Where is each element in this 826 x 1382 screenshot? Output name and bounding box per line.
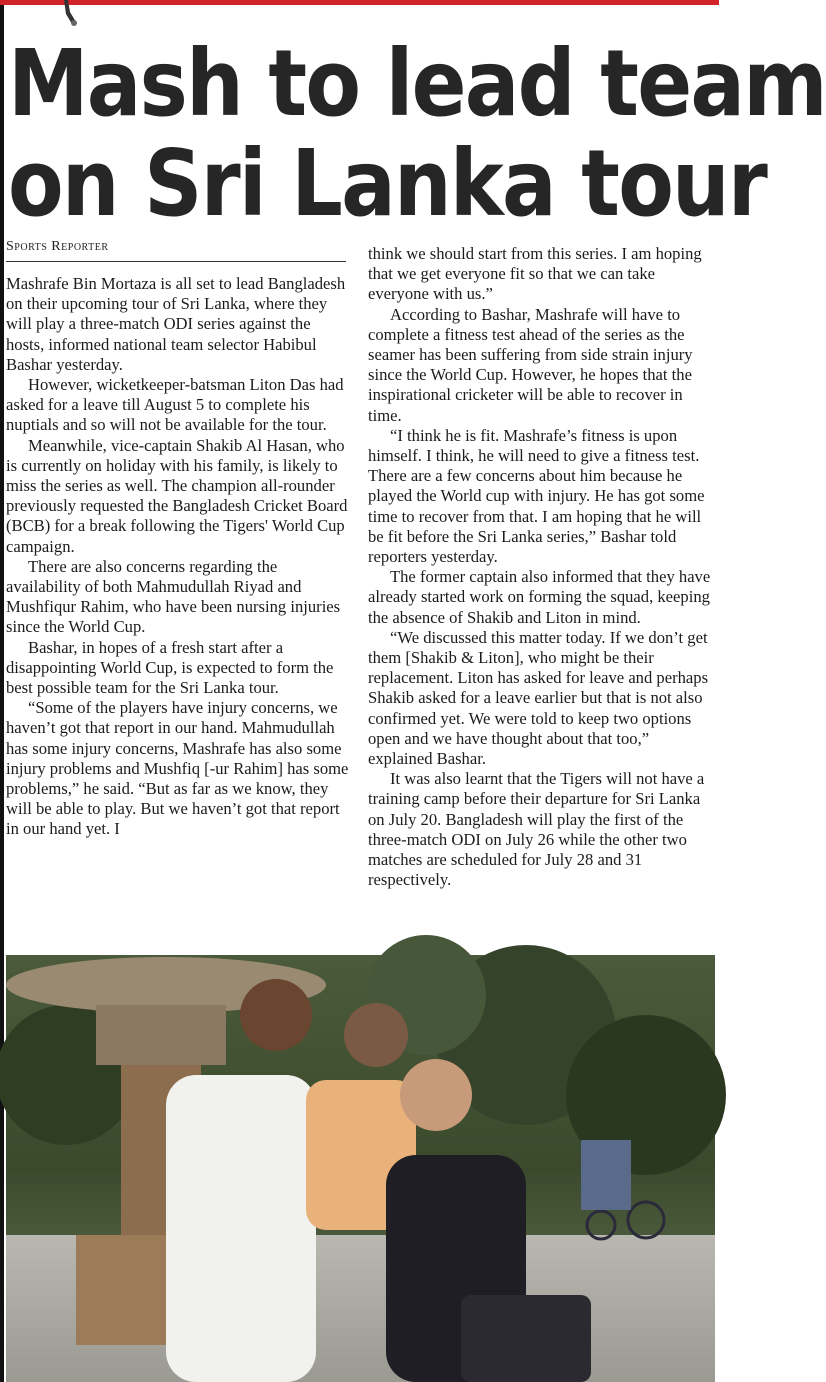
- byline: Sports Reporter: [6, 239, 346, 262]
- paragraph: However, wicketkeeper-batsman Liton Das had asked for a leave till August 5 to complete his nuptials and so will not be available for the tour.: [6, 375, 344, 435]
- paragraph: “Some of the players have injury concerns, we haven’t got that report in our hand. Mahmudullah has some injury concerns, Mashrafe has also some injury problems and Mushfiq [-ur Rahim] has some problems,” he said. “But as far as we know, they will be able to play. But we haven’t got that report in our hand yet. I: [6, 698, 349, 839]
- headline-line-1: Mash to lead team: [8, 30, 826, 137]
- paragraph: Mashrafe Bin Mortaza is all set to lead Bangladesh on their upcoming tour of Sri Lanka, where they will play a three-match ODI series against the hosts, informed national team selector Habibul Bashar yesterday.: [6, 274, 346, 374]
- headline-line-2: on Sri Lanka tour: [8, 130, 767, 237]
- paragraph: Bashar, in hopes of a fresh start after a disappointing World Cup, is expected to form the best possible team for the Sri Lanka tour.: [6, 637, 334, 698]
- paragraph: Meanwhile, vice-captain Shakib Al Hasan, who is currently on holiday with his family, is likely to miss the series as well. The champion all-rounder previously requested the Bangladesh Cricket Board (BCB) for a break following the Tigers' World Cup campaign.: [6, 435, 348, 556]
- paragraph: There are also concerns regarding the availability of both Mahmudullah Riyad and Mushfiqur Rahim, who have been nursing injuries since the World Cup.: [6, 556, 341, 637]
- paragraph-continuation: think we should start from this series. I am hoping that we get everyone fit so that we can take everyone with us.”: [368, 244, 702, 304]
- article-photo: [6, 955, 715, 1382]
- paragraph: “I think he is fit. Mashrafe’s fitness is upon himself. I think, he will need to give a fitness test. There are a few concerns about him because he played the World cup with injury. He has got some time to recover from that. I am hoping that he will be fit before the Sri Lanka series,” Bashar told reporters yesterday.: [368, 425, 705, 567]
- section-logo-icon: [56, 0, 86, 30]
- paragraph: “We discussed this matter today. If we don’t get them [Shakib & Liton], who might be their replacement. Liton has asked for leave and perhaps Shakib asked for a leave earlier but that is not also confirmed yet. We were told to keep two options open and we have thought about that too,” explained Bashar.: [368, 627, 709, 769]
- paragraph: The former captain also informed that they have already started work on forming the squad, keeping the absence of Shakib and Liton in mind.: [368, 567, 711, 627]
- paragraph: According to Bashar, Mashrafe will have to complete a fitness test ahead of the series as the seamer has been suffering from side strain injury since the World Cup. However, he hopes that the inspirational cricketer will be able to recover in time.: [368, 304, 693, 425]
- top-accent-rule: [0, 0, 719, 5]
- article-column-1: [6, 274, 350, 840]
- headline: [8, 30, 826, 237]
- paragraph: It was also learnt that the Tigers will not have a training camp before their departure for Sri Lanka on July 20. Bangladesh will play the first of the three-match ODI on July 26 while the other two matches are scheduled for July 28 and 31 respectively.: [368, 769, 705, 890]
- family-photo-image: [6, 955, 715, 1382]
- left-margin-rule: [0, 0, 4, 1382]
- article-column-2: [368, 244, 714, 891]
